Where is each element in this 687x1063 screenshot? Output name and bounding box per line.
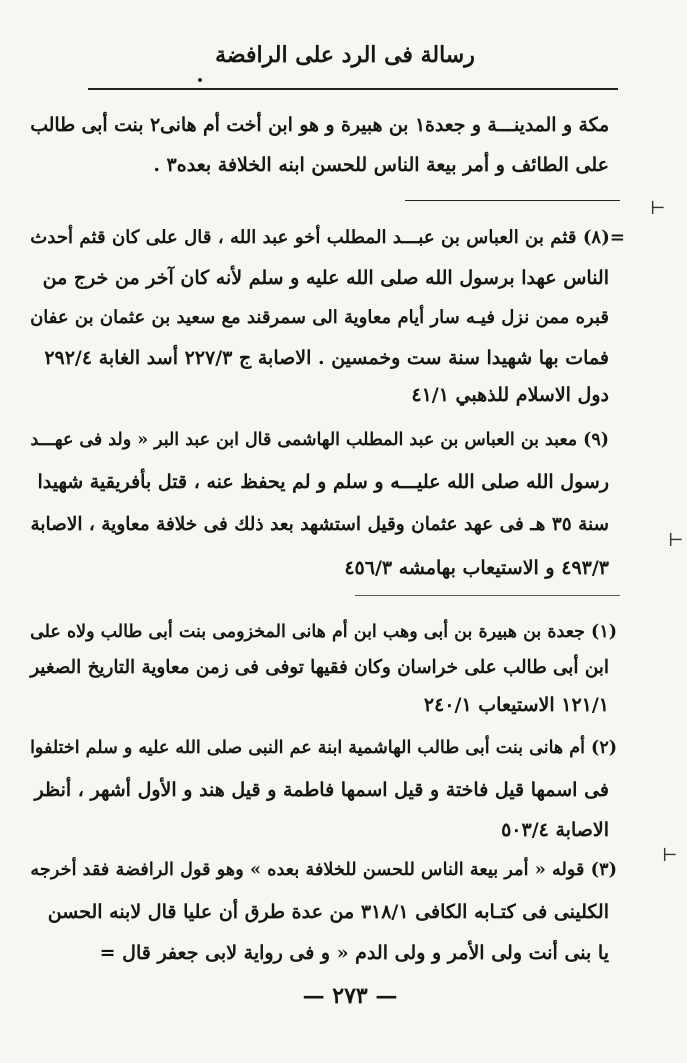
footnote-line: (٢) أم هانى بنت أبى طالب الهاشمية ابنة عم النبى صلى الله عليه و سلم اختلفوا <box>30 738 617 758</box>
entry-line: قبره ممن نزل فيـه سار أيام معاوية الى سمرقند مع سعيد بن عثمان بن عفان <box>30 307 609 328</box>
footnote-line: ابن أبى طالب على خراسان وكان فقيها توفى فى زمن معاوية التاريخ الصغير <box>30 657 609 678</box>
entry-line: ٤٩٣/٣ و الاستيعاب بهامشه ٤٥٦/٣ <box>344 557 609 579</box>
margin-mark-icon: ⊢ <box>650 198 666 219</box>
page-number: — ٢٧٣ — <box>302 983 398 1009</box>
entry-line: (٩) معبد بن العباس بن عبد المطلب الهاشمى قال ابن عبد البر « ولد فى عهـــد <box>30 430 609 450</box>
footnote-line: يا بنى أنت ولى الأمر و ولى الدم « و فى رواية لابى جعفر قال = <box>99 942 609 964</box>
margin-mark-icon: ⊢ <box>662 845 678 866</box>
footnote-line: الكلينى فى كتـابه الكافى ٣١٨/١ من عدة طرق أن عليا قال لابنه الحسن <box>47 901 609 923</box>
footnote-line: (٣) قوله « أمر بيعة الناس للحسن للخلافة بعده » وهو قول الرافضة فقد أخرجه <box>30 859 617 880</box>
header-dot <box>198 78 202 82</box>
margin-mark-icon: ⊢ <box>668 530 684 551</box>
footnote-line: الاصابة ٥٠٣/٤ <box>501 819 609 841</box>
footnote-line: ١٢١/١ الاستيعاب ٢٤٠/١ <box>423 694 609 716</box>
section-divider <box>405 200 620 201</box>
entry-line: =(٨) قثم بن العباس بن عبـــد المطلب أخو عبد الله ، قال على كان قثم أحدث <box>30 227 625 248</box>
header-rule <box>88 88 618 90</box>
page-header-title: رسالة فى الرد على الرافضة <box>215 42 475 68</box>
footnote-line: (١) جعدة بن هبيرة بن أبى وهب ابن أم هانى المخزومى بنت أبى طالب ولاه على <box>30 622 617 642</box>
entry-line: دول الاسلام للذهبي ٤١/١ <box>411 384 609 406</box>
entry-line: فمات بها شهيدا سنة ست وخمسين . الاصابة ج ٢٢٧/٣ أسد الغابة ٢٩٢/٤ <box>44 347 609 369</box>
entry-line: رسول الله صلى الله عليـــه و سلم و لم يحفظ عنه ، قتل بأفريقية شهيدا <box>37 471 609 493</box>
body-line: مكة و المدينـــة و جعدة١ بن هبيرة و هو ابن أخت أم هانى٢ بنت أبى طالب <box>30 114 609 136</box>
entry-line: سنة ٣٥ هـ فى عهد عثمان وقيل استشهد بعد ذلك فى خلافة معاوية ، الاصابة <box>30 514 609 535</box>
entry-line: الناس عهدا برسول الله صلى الله عليه و سلم لأنه كان آخر من خرج من <box>42 267 609 289</box>
footnote-line: فى اسمها قيل فاختة و قيل اسمها فاطمة و قيل هند و الأول أشهر ، أنظر <box>34 779 609 801</box>
footnote-divider <box>355 595 620 596</box>
body-line: على الطائف و أمر بيعة الناس للحسن ابنه الخلافة بعده٣ . <box>153 154 609 176</box>
